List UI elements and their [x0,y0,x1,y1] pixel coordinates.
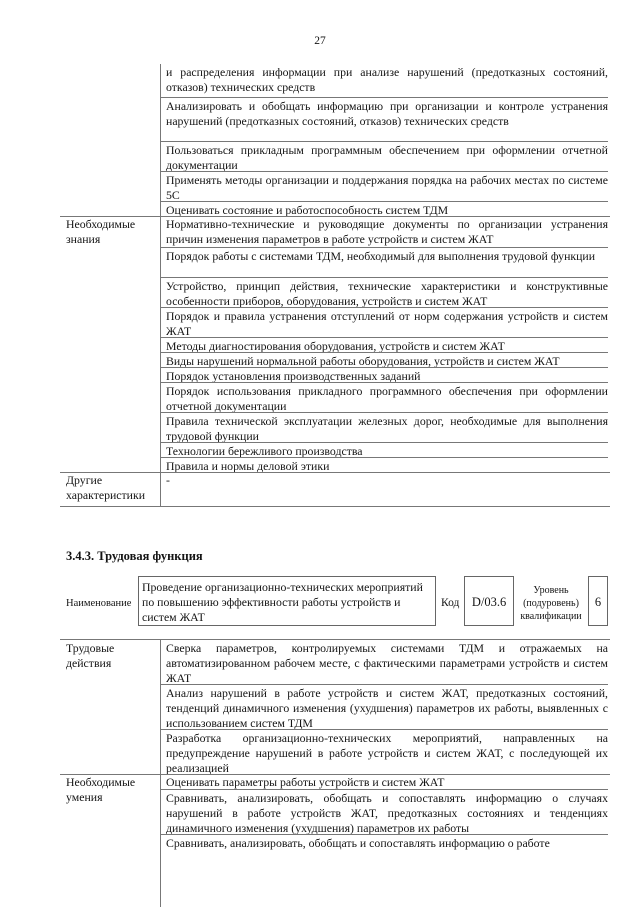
function-name: Проведение организационно-технических мероприятий по повышению эффективности работы устройств и систем ЖАТ [142,580,423,624]
table-cell: Применять методы организации и поддержания порядка на рабочих местах по системе 5С [160,171,608,203]
table-cell: Сравнивать, анализировать, обобщать и сопоставлять информацию о работе [160,834,608,851]
section-heading: 3.4.3. Трудовая функция [66,549,203,563]
table-cell: Технологии бережливого производства [160,442,608,459]
code-value: D/03.6 [471,595,507,609]
table-cell: Порядок использования прикладного программного обеспечения при оформлении отчетной документации [160,382,608,414]
page-number: 27 [314,35,326,47]
table-cell: Порядок работы с системами ТДМ, необходимый для выполнения трудовой функции [160,247,608,264]
actions-label: Трудовые действия [66,641,115,670]
other-label: Другие характеристики [66,473,146,502]
table-cell: и распределения информации при анализе нарушений (предотказных состояний, отказов) технических средств [166,65,608,94]
skills-label: Необходимые умения [66,775,136,804]
code-label: Код [441,597,460,609]
table-cell: Оценивать состояние и работоспособность систем ТДМ [160,201,608,218]
level-label: Уровень (подуровень) квалификации [520,585,582,622]
knowledge-label: Необходимые знания [66,217,136,246]
table-cell: Порядок установления производственных заданий [160,367,608,384]
level-value: 6 [594,595,602,609]
table-cell: Виды нарушений нормальной работы оборудования, устройств и систем ЖАТ [160,352,608,369]
table-cell: Правила и нормы деловой этики [160,457,608,474]
table-cell: Анализировать и обобщать информацию при организации и контроле устранения нарушений (предотказных состояний, отказов) технических средств [160,97,608,129]
table-cell: Оценивать параметры работы устройств и систем ЖАТ [166,775,445,789]
table-cell: Устройство, принцип действия, технические характеристики и конструктивные особенности приборов, оборудования, устройств и систем ЖАТ [160,277,608,309]
row-divider [60,506,610,507]
table-cell: Сверка параметров, контролируемых системами ТДМ и отражаемых на автоматизированном рабочем месте, с фактическими параметрами устройств и систем ЖАТ [166,641,608,685]
table-cell: Анализ нарушений в работе устройств и систем ЖАТ, предотказных состояний, тенденций динамичного изменения (ухудшения) параметров их работы, выявленных с использованием систем ТДМ [160,684,608,731]
name-label: Наименование [66,598,132,609]
table-cell: Методы диагностирования оборудования, устройств и систем ЖАТ [160,337,608,354]
table-cell: Сравнивать, анализировать, обобщать и сопоставлять информацию о случаях нарушений в работе устройств ЖАТ, предотказных состояниях и тенденциях динамичного изменения (ухудшения) параметров их работы [160,789,608,836]
table-cell: Порядок и правила устранения отступлений от норм содержания устройств и систем ЖАТ [160,307,608,339]
table-cell: Нормативно-технические и руководящие документы по организации устранения причин изменения параметров в работе устройств и систем ЖАТ [166,217,608,246]
table-cell: Правила технической эксплуатации железных дорог, необходимые для выполнения трудовой функции [160,412,608,444]
table-cell: - [166,473,170,487]
table-cell: Пользоваться прикладным программным обеспечением при оформлении отчетной документации [160,141,608,173]
table-cell: Разработка организационно-технических мероприятий, направленных на предупреждение нарушений в работе устройств и систем ЖАТ, с последующей их реализацией [160,729,608,776]
